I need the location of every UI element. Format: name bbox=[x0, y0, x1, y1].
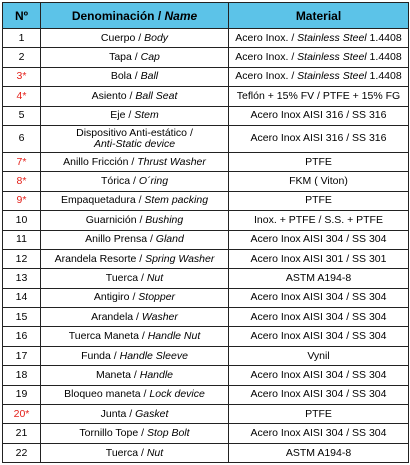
table-row bbox=[3, 366, 409, 385]
part-number: 4* bbox=[3, 87, 41, 106]
part-name-en: Gland bbox=[155, 233, 184, 246]
part-material bbox=[229, 424, 409, 443]
table-row bbox=[3, 327, 409, 346]
part-name-es: Maneta / bbox=[95, 368, 140, 381]
table-row bbox=[3, 48, 409, 67]
part-name-es: Bloqueo maneta / bbox=[64, 388, 150, 401]
part-name-es: Tuerca / bbox=[105, 446, 147, 459]
part-number: 5 bbox=[3, 106, 41, 125]
part-name-en: Nut bbox=[146, 271, 164, 284]
material-text: Acero Inox. / bbox=[235, 70, 298, 83]
part-number: 16 bbox=[3, 327, 41, 346]
part-name-es: Eje / bbox=[110, 109, 135, 122]
part-name-en: Bushing bbox=[145, 213, 184, 226]
part-name-es: Empaquetadura / bbox=[60, 194, 145, 207]
part-name bbox=[41, 249, 229, 268]
part-name bbox=[41, 366, 229, 385]
part-name-es: Dispositivo Anti-estático / bbox=[76, 126, 193, 139]
material-text: Acero Inox AISI 301 / SS 301 bbox=[250, 252, 387, 265]
part-number: 6 bbox=[3, 125, 41, 152]
part-name-en: Stop Bolt bbox=[146, 427, 190, 440]
table-row bbox=[3, 106, 409, 125]
part-name-en: Handle Sleeve bbox=[119, 349, 188, 362]
part-name bbox=[41, 106, 229, 125]
part-material bbox=[229, 191, 409, 210]
material-grade: 1.4408 bbox=[366, 31, 402, 44]
part-name bbox=[41, 191, 229, 210]
table-row bbox=[3, 172, 409, 191]
part-name-en: Spring Washer bbox=[145, 252, 215, 265]
part-material bbox=[229, 29, 409, 48]
part-material bbox=[229, 443, 409, 462]
part-name-en: Handle bbox=[139, 368, 174, 381]
material-text: Teflón + 15% FV / PTFE + 15% FG bbox=[236, 89, 401, 102]
part-name-en: O´ring bbox=[138, 175, 169, 188]
part-name bbox=[41, 211, 229, 230]
part-name-en: Stopper bbox=[138, 291, 176, 304]
part-name-es: Guarnición / bbox=[85, 213, 146, 226]
header-name-es: Denominación / bbox=[71, 8, 165, 23]
part-material bbox=[229, 67, 409, 86]
part-number: 21 bbox=[3, 424, 41, 443]
part-number: 19 bbox=[3, 385, 41, 404]
material-text-en: Stainless Steel bbox=[297, 70, 367, 83]
part-name bbox=[41, 327, 229, 346]
part-number: 2 bbox=[3, 48, 41, 67]
part-name-en: Ball Seat bbox=[135, 89, 178, 102]
part-name bbox=[41, 230, 229, 249]
part-name bbox=[41, 405, 229, 424]
part-name bbox=[41, 346, 229, 365]
part-material bbox=[229, 172, 409, 191]
part-material bbox=[229, 106, 409, 125]
part-number: 1 bbox=[3, 29, 41, 48]
part-name-en: Cap bbox=[140, 51, 160, 64]
table-row bbox=[3, 125, 409, 152]
part-material bbox=[229, 152, 409, 171]
table-row bbox=[3, 346, 409, 365]
part-name-es: Anillo Fricción / bbox=[63, 155, 138, 168]
part-number: 18 bbox=[3, 366, 41, 385]
material-text: Inox. + PTFE / S.S. + PTFE bbox=[254, 213, 383, 226]
part-name bbox=[41, 288, 229, 307]
material-text: PTFE bbox=[305, 407, 332, 420]
part-number: 20* bbox=[3, 405, 41, 424]
table-row bbox=[3, 211, 409, 230]
part-material bbox=[229, 211, 409, 230]
table-row bbox=[3, 191, 409, 210]
part-name-en: Stem bbox=[134, 109, 159, 122]
material-text: Acero Inox AISI 316 / SS 316 bbox=[250, 109, 387, 122]
part-number: 12 bbox=[3, 249, 41, 268]
part-name bbox=[41, 125, 229, 152]
header-name-en: Name bbox=[164, 8, 198, 23]
part-material bbox=[229, 288, 409, 307]
part-number: 7* bbox=[3, 152, 41, 171]
part-name-en: Stem packing bbox=[144, 194, 209, 207]
table-row bbox=[3, 67, 409, 86]
part-number: 22 bbox=[3, 443, 41, 462]
table-row bbox=[3, 269, 409, 288]
part-name-en: Thrust Washer bbox=[137, 155, 206, 168]
part-name-es: Arandela / bbox=[91, 310, 142, 323]
material-grade: 1.4408 bbox=[366, 70, 402, 83]
material-text: Acero Inox AISI 304 / SS 304 bbox=[250, 233, 387, 246]
table-row bbox=[3, 87, 409, 106]
part-name-en: Washer bbox=[141, 310, 178, 323]
part-name-es: Arandela Resorte / bbox=[54, 252, 146, 265]
material-text: Vynil bbox=[307, 349, 330, 362]
part-name-es: Asiento / bbox=[91, 89, 136, 102]
table-row bbox=[3, 249, 409, 268]
table-row bbox=[3, 230, 409, 249]
header-material: Material bbox=[229, 3, 409, 29]
part-name bbox=[41, 29, 229, 48]
part-material bbox=[229, 249, 409, 268]
table-row bbox=[3, 308, 409, 327]
part-name bbox=[41, 424, 229, 443]
table-row bbox=[3, 443, 409, 462]
part-name-es: Tórica / bbox=[100, 175, 139, 188]
part-name-es: Bola / bbox=[110, 70, 141, 83]
part-name bbox=[41, 443, 229, 462]
part-name bbox=[41, 172, 229, 191]
part-number: 15 bbox=[3, 308, 41, 327]
part-name-en: Body bbox=[144, 31, 169, 44]
part-name bbox=[41, 67, 229, 86]
header-row bbox=[3, 3, 409, 29]
part-name-es: Tuerca / bbox=[105, 271, 147, 284]
part-number: 10 bbox=[3, 211, 41, 230]
table-body bbox=[3, 29, 409, 463]
part-number: 13 bbox=[3, 269, 41, 288]
material-text: Acero Inox. / bbox=[235, 51, 298, 64]
part-number: 9* bbox=[3, 191, 41, 210]
part-name bbox=[41, 48, 229, 67]
part-number: 14 bbox=[3, 288, 41, 307]
part-name-es: Junta / bbox=[100, 407, 136, 420]
material-text-en: Stainless Steel bbox=[297, 51, 367, 64]
part-number: 8* bbox=[3, 172, 41, 191]
part-material bbox=[229, 87, 409, 106]
table-row bbox=[3, 385, 409, 404]
part-name bbox=[41, 308, 229, 327]
part-name-es: Funda / bbox=[81, 349, 120, 362]
material-text: Acero Inox AISI 316 / SS 316 bbox=[250, 132, 387, 145]
part-name bbox=[41, 87, 229, 106]
part-name-en: Lock device bbox=[149, 388, 205, 401]
material-text: FKM ( Viton) bbox=[289, 175, 348, 188]
table-row bbox=[3, 424, 409, 443]
part-material bbox=[229, 308, 409, 327]
part-material bbox=[229, 405, 409, 424]
part-name-es: Cuerpo / bbox=[100, 31, 145, 44]
part-name-es: Antigiro / bbox=[93, 291, 139, 304]
part-material bbox=[229, 366, 409, 385]
part-number: 17 bbox=[3, 346, 41, 365]
part-name-en: Anti-Static device bbox=[93, 137, 176, 150]
table-row bbox=[3, 405, 409, 424]
part-material bbox=[229, 230, 409, 249]
parts-table bbox=[2, 2, 409, 463]
part-material bbox=[229, 125, 409, 152]
header-number: Nº bbox=[3, 3, 41, 29]
material-text: Acero Inox AISI 304 / SS 304 bbox=[250, 427, 387, 440]
table-row bbox=[3, 29, 409, 48]
material-text: ASTM A194-8 bbox=[285, 446, 352, 459]
part-name-es: Tapa / bbox=[109, 51, 141, 64]
part-number: 3* bbox=[3, 67, 41, 86]
material-text: PTFE bbox=[305, 155, 332, 168]
part-material bbox=[229, 48, 409, 67]
table-row bbox=[3, 288, 409, 307]
material-text: Acero Inox. / bbox=[235, 31, 298, 44]
header-name bbox=[41, 3, 229, 29]
material-text: Acero Inox AISI 304 / SS 304 bbox=[250, 388, 387, 401]
material-text: Acero Inox AISI 304 / SS 304 bbox=[250, 368, 387, 381]
part-name-en: Handle Nut bbox=[147, 330, 201, 343]
material-text: Acero Inox AISI 304 / SS 304 bbox=[250, 291, 387, 304]
part-material bbox=[229, 327, 409, 346]
material-grade: 1.4408 bbox=[366, 51, 402, 64]
part-name-es: Tuerca Maneta / bbox=[68, 330, 148, 343]
table-row bbox=[3, 152, 409, 171]
part-name bbox=[41, 152, 229, 171]
material-text: PTFE bbox=[305, 194, 332, 207]
part-name-es: Tornillo Tope / bbox=[79, 427, 147, 440]
material-text: Acero Inox AISI 304 / SS 304 bbox=[250, 310, 387, 323]
part-material bbox=[229, 346, 409, 365]
material-text: ASTM A194-8 bbox=[285, 271, 352, 284]
part-name-es: Anillo Prensa / bbox=[85, 233, 156, 246]
part-name-en: Ball bbox=[140, 70, 159, 83]
part-number: 11 bbox=[3, 230, 41, 249]
material-text: Acero Inox AISI 304 / SS 304 bbox=[250, 330, 387, 343]
part-material bbox=[229, 385, 409, 404]
part-name bbox=[41, 385, 229, 404]
part-name-en: Gasket bbox=[135, 407, 169, 420]
material-text-en: Stainless Steel bbox=[297, 31, 367, 44]
part-name-en: Nut bbox=[146, 446, 164, 459]
part-material bbox=[229, 269, 409, 288]
part-name bbox=[41, 269, 229, 288]
